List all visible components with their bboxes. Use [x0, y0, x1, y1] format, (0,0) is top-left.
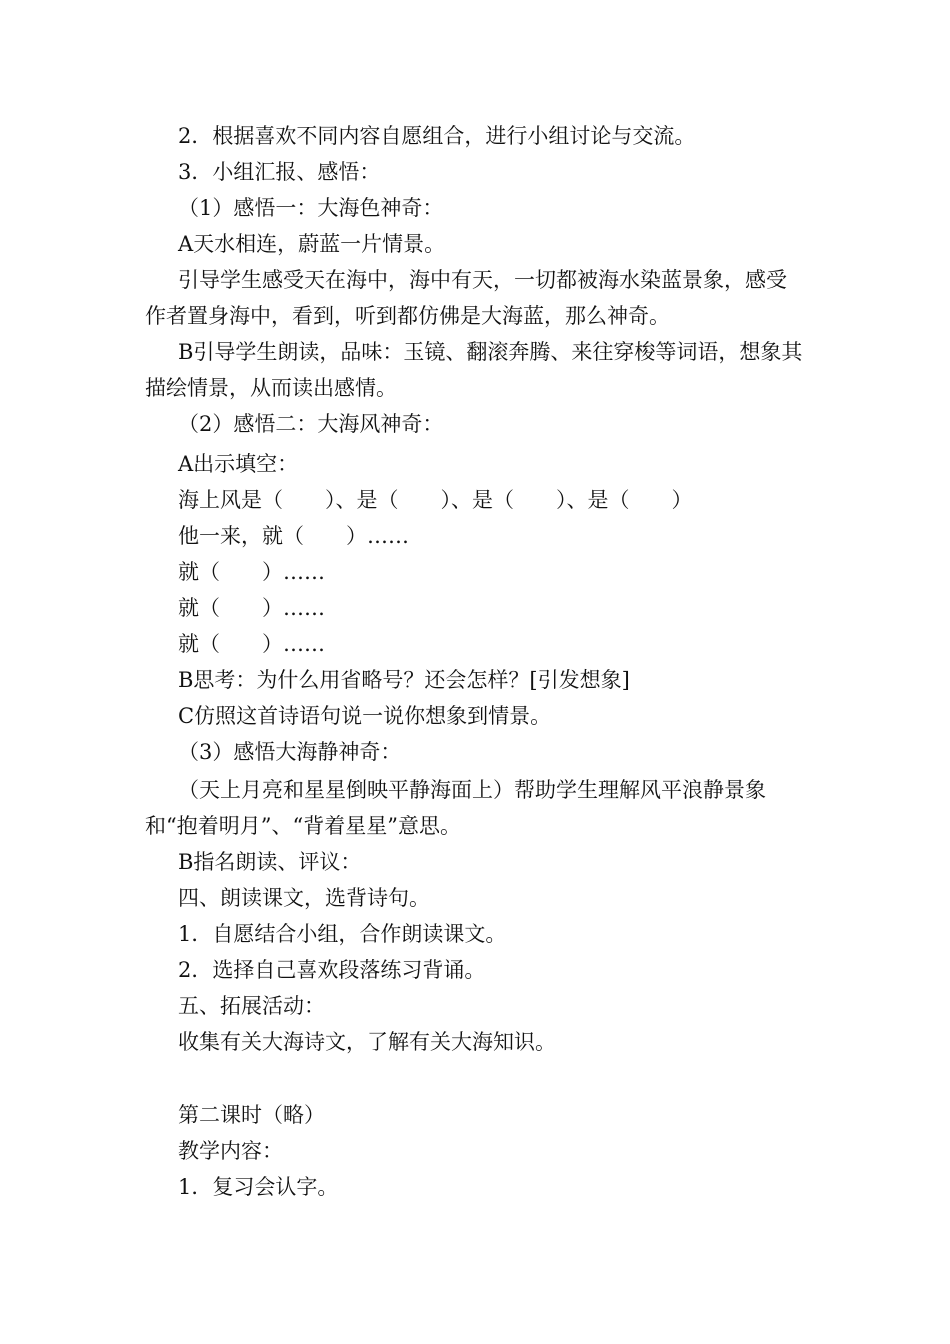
- text-line: （天上月亮和星星倒映平静海面上）帮助学生理解风平浪静景象: [178, 778, 766, 802]
- section-heading: 五、拓展活动：: [178, 994, 325, 1018]
- text-line: 教学内容：: [178, 1139, 283, 1163]
- text-line: 引导学生感受天在海中，海中有天，一切都被海水染蓝景象，感受: [178, 268, 787, 292]
- section-heading: 四、朗读课文，选背诗句。: [178, 886, 430, 910]
- text-line: 收集有关大海诗文，了解有关大海知识。: [178, 1030, 556, 1054]
- text-line: A天水相连，蔚蓝一片情景。: [178, 232, 446, 256]
- text-line: 2．选择自己喜欢段落练习背诵。: [178, 958, 486, 982]
- text-line: （3）感悟大海静神奇：: [178, 740, 402, 764]
- text-line: C仿照这首诗语句说一说你想象到情景。: [178, 704, 552, 728]
- fill-blank-line: 海上风是（ ）、是（ ）、是（ ）、是（ ）: [178, 488, 693, 512]
- fill-blank-line: 就（ ）……: [178, 596, 325, 620]
- fill-blank-line: 他一来，就（ ）……: [178, 524, 409, 548]
- text-line: 描绘情景，从而读出感情。: [145, 376, 397, 400]
- text-line: B思考：为什么用省略号？还会怎样？[引发想象]: [178, 668, 630, 692]
- text-line: （1）感悟一：大海色神奇：: [178, 196, 444, 220]
- lesson-heading: 第二课时（略）: [178, 1103, 325, 1127]
- text-line: 2．根据喜欢不同内容自愿组合，进行小组讨论与交流。: [178, 124, 696, 148]
- text-line: 1．复习会认字。: [178, 1175, 339, 1199]
- text-line: A出示填空：: [178, 452, 299, 476]
- text-line: （2）感悟二：大海风神奇：: [178, 412, 444, 436]
- text-line: B引导学生朗读，品味：玉镜、翻滚奔腾、来往穿梭等词语，想象其: [178, 340, 803, 364]
- text-line: 作者置身海中，看到，听到都仿佛是大海蓝，那么神奇。: [145, 304, 670, 328]
- text-line: 3．小组汇报、感悟：: [178, 160, 381, 184]
- text-line: 和“抱着明月”、“背着星星”意思。: [145, 814, 461, 838]
- text-line: B指名朗读、评议：: [178, 850, 362, 874]
- text-line: 1．自愿结合小组，合作朗读课文。: [178, 922, 507, 946]
- fill-blank-line: 就（ ）……: [178, 632, 325, 656]
- fill-blank-line: 就（ ）……: [178, 560, 325, 584]
